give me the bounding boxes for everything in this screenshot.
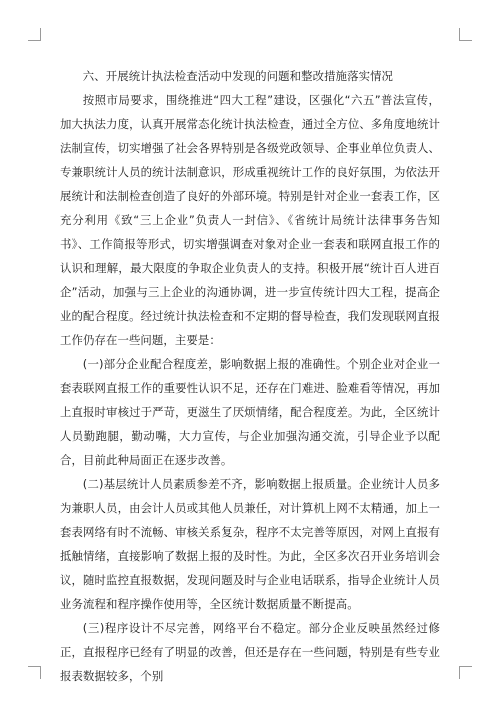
section-heading: 六、开展统计执法检查活动中发现的问题和整改措施落实情况 [82,69,394,83]
paragraph-intro: 按照市局要求，围绕推进“四大工程”建设，区强化“六五”普法宣传，加大执法力度，认真开展常态化统计执法检查，通过全方位、多角度地统计法制宣传，切实增强了社会各界特别是各级党政领导、企事业单位负责人、专兼职统计人员的统计法制意识，形成重视统计工作的良好氛围，为依法开展统计和法制检查创造了良好的外部环境。特别是针对企业一套表工作，区充分利用《致“三上企业”负责人一封信》、《省统计局统计法律事务告知书》、工作简报等形式，切实增强调查对象对企业一套表和联网直报工作的认识和理解，最大限度的争取企业负责人的支持。积极开展“统计百人进百企”活动，加强与三上企业的沟通协调，进一步宣传统计四大工程，提高企业的配合程度。经过统计执法检查和不定期的督导检查，我们发现联网直报工作仍存在一些问题，主要是： [60,93,440,347]
paragraph-issue-3: (三)程序设计不尽完善，网络平台不稳定。部分企业反映虽然经过修正，直报程序已经有了明显的改善，但还是存在一些问题，特别是有些专业报表数据较多，个别 [60,621,440,683]
paragraph-issue-1: (一)部分企业配合程度差，影响数据上报的准确性。个别企业对企业一套表联网直报工作的重要性认识不足，还存在门难进、脸难看等情况，再加上直报时审核过于严苛，更滋生了厌烦情绪，配合程度差。为此，全区统计人员勤跑腿，勤动嘴，大力宣传，与企业加强沟通交流，引导企业予以配合，目前此种局面正在逐步改善。 [60,357,440,467]
crop-mark-top-right [459,28,472,41]
crop-mark-top-left [28,28,41,41]
paragraph-issue-2: (二)基层统计人员素质参差不齐，影响数据上报质量。企业统计人员多为兼职人员，由会计人员或其他人员兼任，对计算机上网不太精通，加上一套表网络有时不流畅、审核关系复杂，程序不太完善等原因，对网上直报有抵触情绪，直接影响了数据上报的及时性。为此，全区多次召开业务培训会议，随时监控直报数据，发现问题及时与企业电话联系，指导企业统计人员业务流程和程序操作使用等，全区统计数据质量不断提高。 [60,477,440,611]
crop-mark-bottom-right [459,666,472,679]
document-body [60,64,440,688]
crop-mark-bottom-left [28,666,41,679]
